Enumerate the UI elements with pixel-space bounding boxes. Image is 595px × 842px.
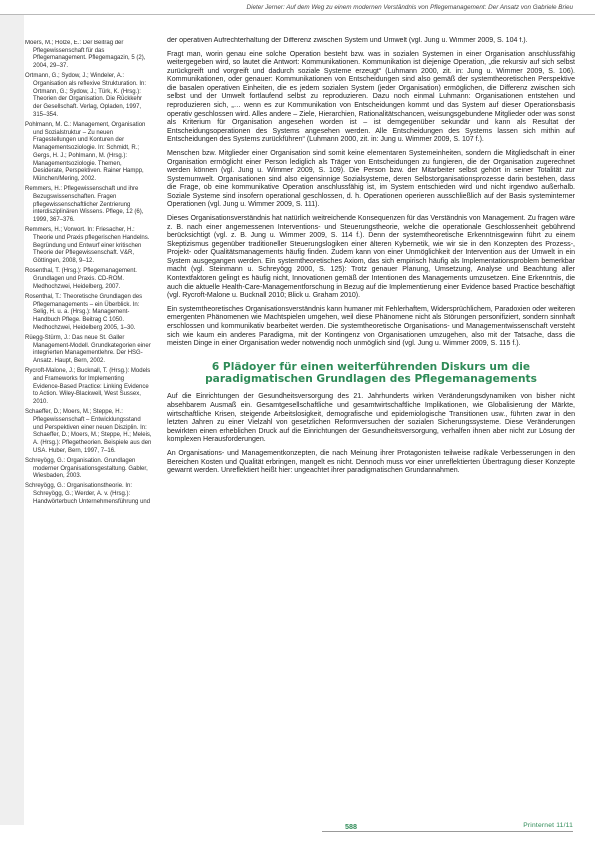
journal-name: Printernet 11/11 (523, 822, 573, 829)
running-title: Dieter Jerner: Auf dem Weg zu einem modernen Verständnis von Pflegemanagement: Der Ansatz von Gabriele Brieu (246, 4, 573, 11)
reference-entry: Rosenthal, T. (Hrsg.): Pflegemanagement. Grundlagen und Praxis. CD-ROM. Medhochzwei, Heidelberg, 2007. (25, 268, 137, 290)
reference-entry: Remmers, H.: Pflegewissenschaft und ihre Bezugswissenschaften. Fragen pflegewissenschaftlicher Zentrierung interdisziplinären Wissens. Pflege, 12 (6), 1999, 367–376. (25, 186, 144, 223)
paragraphs-after-heading (167, 393, 575, 475)
body-paragraph: Menschen bzw. Mitglieder einer Organisation sind somit keine elementaren Systemeinheiten, sondern die Mitgliedschaft in einer Organisation ermöglicht einer Person lediglich als Träger von Entscheidungen zu fungieren, die der Organisation zugerechnet werden können (vgl. Jung u. Wimmer 2009, S. 109). Die Person bzw. der Mitarbeiter selbst gehört in seiner Totalität zur Systemumwelt. Organisationen sind also eigensinnige Sozialsysteme, deren Selbstorganisationsprozesse darin bestehen, dass die Frage, ob eine kommunikative Operation anschlussfähig ist, im System entschieden wird und nicht irgendwo außerhalb. Soziale Systeme sind insofern operational geschlossen, d. h. Operationen operieren ausschließlich auf der Basis systeminterner Operationen (vgl. Jung u. Wimmer 2009, S. 111). (167, 149, 575, 209)
body-paragraph: Auf die Einrichtungen der Gesundheitsversorgung des 21. Jahrhunderts wirken Veränderungsdynamiken von bisher nicht absehbarem Ausmaß ein. Gesamtgesellschaftliche und gesamtwirtschaftliche Implikationen, wie Globalisierung der Märkte, wirtschaftliche Krisen, steigende Arbeitslosigkeit, demografische und epidemiologische Transitionen usw., führten zwar in den letzten Jahren zu einer Vielzahl von gesetzlichen Reformversuchen der sozialen Sicherungssysteme. Diese Veränderungen bewirkten einen erheblichen Druck auf die Einrichtungen der Gesundheitsversorgung, verhalfen ihnen aber nicht zur Lösung der komplexen Herausforderungen. (167, 393, 575, 444)
reference-entry: Ortmann, G.; Sydow, J.; Windeler, A.: Organisation als reflexive Strukturation. In: Ortmann, G.; Sydow, J.; Türk, K. (Hrsg.): Theorien der Organisation. Die Rückkehr der Gesellschaft. Verlag, Opladen, 1997, 315–354. (25, 73, 147, 118)
section-heading: 6 Plädoyer für einen weiterführenden Diskurs um die paradigmatischen Grundlagen des Pflegemanagements (205, 360, 537, 386)
reference-column (25, 40, 152, 812)
footer-rule (322, 831, 573, 832)
reference-entry: Remmers, H.; Vorwort. In: Friesacher, H.: Theorie und Praxis pflegerischen Handelns. Begründung und Entwurf einer kritischen Theorie der Pflegewissenschaft. V&R, Göttingen, 2008, 9–12. (25, 227, 150, 264)
reference-entry: Rycroft-Malone, J.; Bucknall, T. (Hrsg.): Models and Frameworks for Implementing Evidence-Based Practice: Linking Evidence to Action. Wiley-Blackwell, West Sussex, 2010. (25, 368, 151, 405)
running-header (0, 0, 595, 16)
reference-entry: Rüegg-Stürm, J.: Das neue St. Galler Management-Modell. Grundkategorien einer integrierten Managementlehre. Der HSG-Ansatz. Haupt, Bern, 2002. (25, 334, 151, 364)
reference-entry: Rosenthal, T.: Theoretische Grundlagen des Pflegemanagements – ein Überblick. In: Selig, H. u. a. (Hrsg.): Management-Handbuch Pflege. Beitrag C 1050. Medhochzwei, Heidelberg 2005, 1–30. (25, 293, 143, 331)
header-rule (0, 14, 595, 15)
body-paragraph: Dieses Organisationsverständnis hat natürlich weitreichende Konsequenzen für das Verständnis von Management. Zu fragen wäre z. B. nach einer angemessenen Interventions- und Steuerungstheorie, welche die operationale Geschlossenheit gebührend berücksichtigt (vgl. z. B. Jung u. Wimmer 2009, S. 114 f.). Denn der systemtheoretische Erkenntnisgewinn führt zu einem Skeptizismus gegenüber traditioneller Steuerungslogiken einer älteren Kybernetik, wie wir sie in den Konzepten des Prozess-, Projekt- oder Qualitätsmanagements häufig finden. Zudem kann von einer Unmöglichkeit der Intervention aus der Umwelt in ein System ausgegangen werden. Ein systemtheoretisches Axiom, das sich empirisch häufig als Implementationsproblem bemerkbar macht (vgl. Steinmann u. Schreyögg 2000, S. 125): Trotz genauer Planung, Umsetzung, Analyse und Beachtung aller Kontextfaktoren gelingt es häufig nicht, Innovationen gemäß der Intentionen des Managements umzusetzen. Eine Erkenntnis, die auch die aktuelle Health-Care-Managementforschung in Bezug auf die Implementierung einer Evidence based Practice beschäftigt (vgl. Rycroft-Malone u. Bucknall 2010; Blick u. Graham 2010). (167, 214, 575, 300)
body-paragraph: Ein systemtheoretisches Organisationsverständnis kann humaner mit Fehlerhaftem, Widersprüchlichem, Paradoxien oder weiteren emergenten Phänomenen wie Machtspielen umgehen, weil diese Phänomene nicht als Störungen personifiziert, sondern sinnhaft erschlossen und kommunikativ bearbeitet werden. Die systemtheoretische Organisations- und Managementwissenschaft versteht sich wie kaum ein anderes Paradigma, mit der Kontingenz von Organisationen umzugehen, also mit der Tatsache, dass die meisten Dinge in einer Organisation weder notwendig noch unmöglich sind (vgl. Jung u. Wimmer 2009, S. 115 f.). (167, 305, 575, 348)
reference-entry: Schaeffer, D.; Moers, M.; Steppe, H.: Pflegewissenschaft – Entwicklungsstand und Perspektiven einer neuen Disziplin. In: Schaeffer, D.; Moers, M.; Steppe, H.; Meleis, A. (Hrsg.): Pflegetheorien. Beispiele aus den USA. Huber, Bern, 1997, 7–16. (25, 409, 152, 454)
body-paragraph: Fragt man, worin genau eine solche Operation besteht bzw. was in sozialen Systemen in einer Organisation anschlussfähig weitergegeben wird, so lautet die Antwort: Kommunikationen. Kommunikation ist diejenige Operation, „die rekursiv auf sich selbst zurückgreift und vorgreift und dadurch soziale Systeme erzeugt“ (Luhmann 2000, zit. in: Jung u. Wimmer 2009, S. 106). Kommunikationen, oder genauer: Kommunikationen von Entscheidungen sind also gemäß der systemtheoretischen Perspektive die basalen operativen Einheiten, die es jedem sozialen System (jeder Organisation) ermöglichen, die Differenz zwischen sich selbst und der Umwelt fortlaufend selbst zu reproduzieren. Dazu noch einmal Luhmann: Organisationen entstehen und reproduzieren sich, „… wenn es zur Kommunikation von Entscheidungen kommt und das System auf dieser Operationsbasis operativ geschlossen wird. Alles andere – Ziele, Hierarchien, Rationalitätschancen, weisungsgebundene Mitglieder oder was sonst als Kriterium für Organisation angesehen worden ist – ist demgegenüber sekundär und kann als Resultat der Entscheidungsoperationen des Systems angesehen werden. Alle Entscheidungen des Systems lassen sich mithin auf Entscheidungen des Systems zurückführen“ (Luhmann 2000, zit. in: Jung u. Wimmer 2009, S. 107 f.). (167, 50, 575, 144)
body-paragraph: An Organisations- und Managementkonzepten, die nach Meinung ihrer Protagonisten teilweise radikale Verbesserungen in den Bereichen Kosten und Qualität erbringen, mangelt es nicht. Dennoch muss vor einer unreflektierten Übertragung dieser Konzepte gewarnt werden. Unreflektiert heißt hier: ungeachtet ihrer paradigmatischen Grundannahmen. (167, 449, 575, 475)
page-number: 588 (345, 822, 357, 831)
main-text-column (167, 37, 575, 815)
body-paragraph: der operativen Aufrechterhaltung der Differenz zwischen System und Umwelt (vgl. Jung u. Wimmer 2009, S. 104 f.). (167, 37, 528, 44)
reference-entry: Schreyögg, G.: Organisationstheorie. In: Schreyögg, G.; Werder, A. v. (Hrsg.): Handwörterbuch Unternehmensführung und (25, 483, 151, 505)
paragraphs-before-heading (167, 37, 575, 349)
reference-entry: Pohlmann, M. C.: Management, Organisation und Sozialstruktur – Zu neuen Fragestellungen und Konturen der Managementsoziologie. In: Schmidt, R.; Gergs, H. J.; Pohlmann, M. (Hrsg.): Managementsoziologie. Themen, Desiderate, Perspektiven. Rainer Hampp, München/Mering, 2002. (25, 122, 146, 182)
reference-entry: Schreyögg, G.: Organisation. Grundlagen moderner Organisationsgestaltung. Gabler, Wiesbaden, 2003. (25, 457, 148, 480)
reference-entry: Moers, M.; Holze, E.: Der Beitrag der Pflegewissenschaft für das Pflegemanagement. Pflegemagazin, 5 (2), 2004, 29–37. (25, 40, 146, 70)
margin-strip (0, 15, 24, 825)
